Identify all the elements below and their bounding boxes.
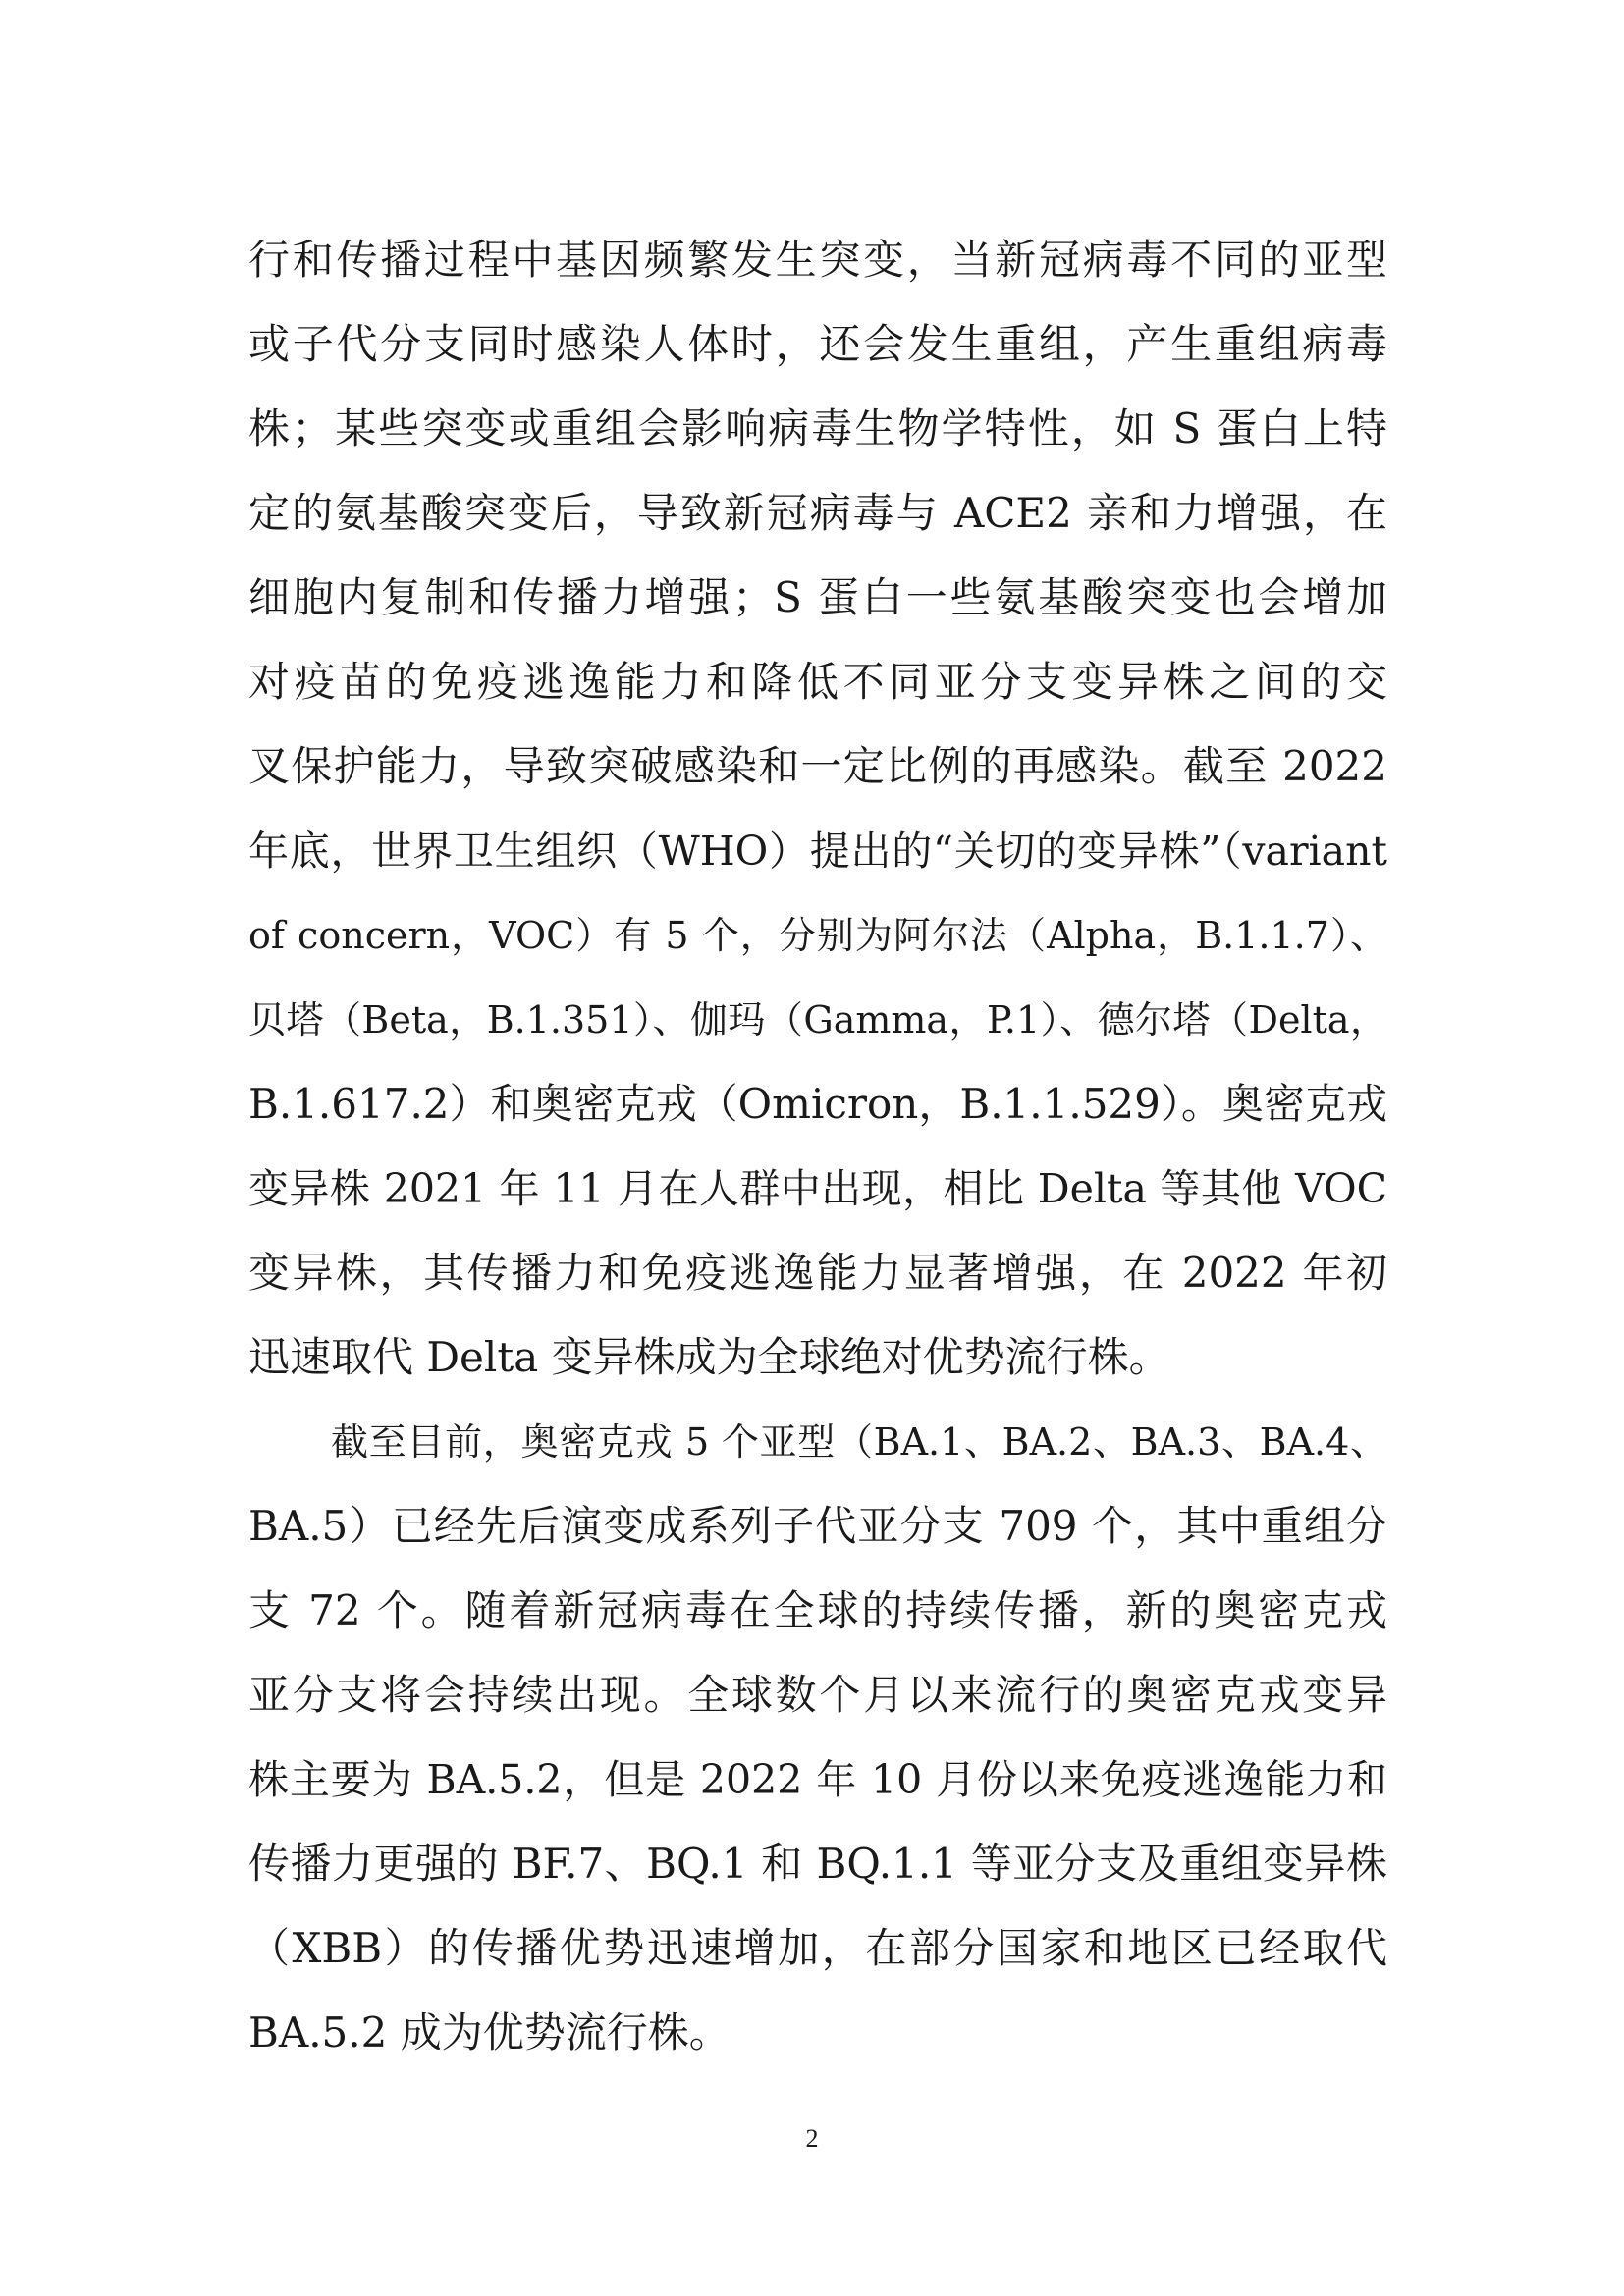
text-line: 迅速取代 Delta 变异株成为全球绝对优势流行株。 [248,1333,1170,1381]
text-line: 细胞内复制和传播力增强；S 蛋白一些氨基酸突变也会增加 [248,573,1387,621]
text-line: B.1.617.2）和奥密克戎（Omicron，B.1.1.529）。奥密克戎 [248,1080,1387,1128]
text-line: 变异株，其传播力和免疫逃逸能力显著增强，在 2022 年初 [248,1249,1387,1297]
text-line: 亚分支将会持续出现。全球数个月以来流行的奥密克戎变异 [248,1671,1387,1719]
text-line: of concern，VOC）有 5 个，分别为阿尔法（Alpha，B.1.1.7）、 [248,914,1387,957]
text-line: 或子代分支同时感染人体时，还会发生重组，产生重组病毒 [248,320,1387,368]
text-line: 截至目前，奥密克戎 5 个亚型（BA.1、BA.2、BA.3、BA.4、 [331,1420,1387,1464]
text-line: 年底，世界卫生组织（WHO）提出的“关切的变异株”（variant [248,828,1387,875]
text-line: 定的氨基酸突变后，导致新冠病毒与 ACE2 亲和力增强，在 [248,489,1387,537]
text-line: BA.5）已经先后演变成系列子代亚分支 709 个，其中重组分 [248,1502,1387,1550]
body-text [248,218,1387,2075]
text-line: 变异株 2021 年 11 月在人群中出现，相比 Delta 等其他 VOC [248,1165,1387,1212]
text-line: 对疫苗的免疫逃逸能力和降低不同亚分支变异株之间的交 [248,658,1387,706]
text-line: 叉保护能力，导致突破感染和一定比例的再感染。截至 2022 [248,742,1387,790]
text-line: 传播力更强的 BF.7、BQ.1 和 BQ.1.1 等亚分支及重组变异株 [248,1840,1387,1888]
text-line: BA.5.2 成为优势流行株。 [248,2008,731,2056]
text-line: 贝塔（Beta，B.1.351）、伽玛（Gamma，P.1）、德尔塔（Delta， [248,998,1387,1041]
text-line: 行和传播过程中基因频繁发生突变，当新冠病毒不同的亚型 [248,236,1387,284]
text-line: 株；某些突变或重组会影响病毒生物学特性，如 S 蛋白上特 [248,404,1387,453]
text-line: 株主要为 BA.5.2，但是 2022 年 10 月份以来免疫逃逸能力和 [248,1756,1387,1803]
page-number: 2 [805,2124,819,2153]
paragraph-2 [248,1400,1387,2075]
paragraph-1 [248,218,1387,1400]
text-line: （XBB）的传播优势迅速增加，在部分国家和地区已经取代 [248,1924,1387,1972]
text-line: 支 72 个。随着新冠病毒在全球的持续传播，新的奥密克戎 [248,1586,1387,1634]
